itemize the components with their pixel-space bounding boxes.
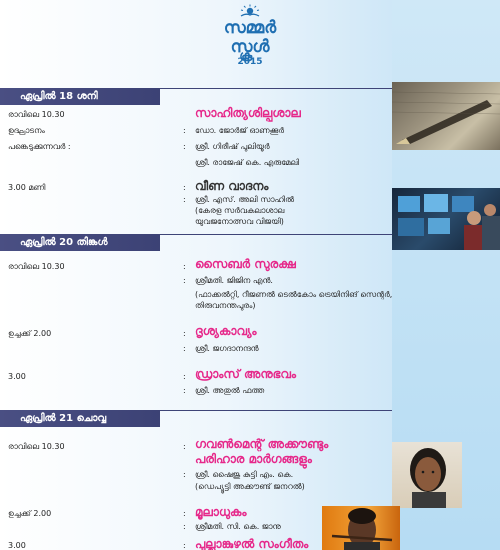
session-time: 3.00 xyxy=(8,372,26,381)
session-time: രാവിലെ 10.30 xyxy=(8,262,65,271)
colon: : xyxy=(183,183,186,192)
info-value: ശ്രീമതി. ജിജിന എൻ. xyxy=(195,276,273,285)
info-value: ശ്രീമതി. സി. കെ. ജാനു xyxy=(195,522,281,531)
info-value: ശ്രീ. എസ്. അലി സാഹിൽ xyxy=(195,195,295,204)
session-topic: വീണ വാദനം xyxy=(195,179,269,193)
info-value: (ഫാക്കൽറ്റി, റീജണൽ ടെൽകോം ട്രെയിനിങ് സെന്റർ, xyxy=(195,290,393,299)
colon: : xyxy=(183,509,186,518)
summer-school-logo xyxy=(212,4,288,76)
logo-title-line2: സ്കൂൾ xyxy=(230,37,270,57)
session-time: ഉച്ചക്ക് 2.00 xyxy=(8,509,52,518)
info-value: ഡോ. ജോർജ് ഓണക്കൂർ xyxy=(195,126,284,135)
colon: : xyxy=(183,344,186,353)
session-topic: സൈബർ സുരക്ഷ xyxy=(195,257,296,271)
info-value: ശ്രീ. ഗിരീഷ് പുലിയൂർ xyxy=(195,142,270,151)
colon: : xyxy=(183,329,186,338)
date-divider xyxy=(160,410,392,427)
session-time: 3.00 മണി xyxy=(8,183,46,192)
info-value: (ഡെപ്യൂട്ടി അക്കൗണ്ട് ജനറൽ) xyxy=(195,482,305,491)
colon: : xyxy=(183,126,186,135)
date-divider xyxy=(160,234,392,251)
session-topic: ദൃശ്യകാവ്യം xyxy=(195,324,257,338)
info-value: തിരുവനന്തപുരം) xyxy=(195,301,256,310)
session-time: ഉച്ചക്ക് 2.00 xyxy=(8,329,52,338)
sun-book-icon xyxy=(238,4,262,18)
session-topic-line2: പരിഹാര മാർഗങ്ങളും xyxy=(195,452,312,466)
session-time: രാവിലെ 10.30 xyxy=(8,110,65,119)
session-time: 3.00 xyxy=(8,541,26,550)
colon: : xyxy=(183,372,186,381)
colon: : xyxy=(183,522,186,531)
musician-man-image xyxy=(322,506,400,550)
session-topic: പുല്ലാങ്കുഴൽ സംഗീതം xyxy=(195,537,309,550)
info-value: ശ്രീ. ജഗദാനന്ദൻ xyxy=(195,344,259,353)
info-label: ഉദ്ഘാടനം xyxy=(8,126,45,135)
info-value: ശ്രീ. അതുൽ ഫത്ത xyxy=(195,386,265,395)
info-value: ശ്രീ. രാജേഷ് കെ. എരുമേലി xyxy=(195,158,300,167)
logo-title-line1: സമ്മർ xyxy=(223,18,277,38)
info-label: പങ്കെടുക്കുന്നവർ : xyxy=(8,142,71,151)
colon: : xyxy=(183,470,186,479)
colon: : xyxy=(183,262,186,271)
session-topic: ഡ്രാംസ് അനുഭവം xyxy=(195,367,296,381)
date-header-day3: ഏപ്രിൽ 21 ചൊവ്വ xyxy=(0,410,160,427)
session-topic: മൂലാധുകം xyxy=(195,505,247,519)
speaker-woman-image xyxy=(392,442,462,508)
info-value: (കേരള സർവകലാശാല xyxy=(195,206,285,215)
colon: : xyxy=(183,386,186,395)
colon: : xyxy=(183,142,186,151)
computer-lab-image xyxy=(392,188,500,250)
session-topic: ഗവൺമെന്റ് അക്കൗണ്ടും xyxy=(195,437,329,451)
colon: : xyxy=(183,442,186,451)
session-topic: സാഹിത്യശില്പശാല xyxy=(195,106,301,120)
colon: : xyxy=(183,276,186,285)
colon: : xyxy=(183,195,186,204)
date-header-day2: ഏപ്രിൽ 20 തിങ്കൾ xyxy=(0,234,160,251)
session-time: രാവിലെ 10.30 xyxy=(8,442,65,451)
colon: : xyxy=(183,541,186,550)
logo-year: 2015 xyxy=(237,57,263,67)
date-divider xyxy=(160,88,392,105)
info-value: ശ്രീ. ഷൈജു കുട്ടി എം. കെ. xyxy=(195,470,294,479)
date-header-day1: ഏപ്രിൽ 18 ശനി xyxy=(0,88,160,105)
info-value: യുവജനോത്സവ വിജയി) xyxy=(195,217,284,226)
fountain-pen-image xyxy=(392,82,500,150)
